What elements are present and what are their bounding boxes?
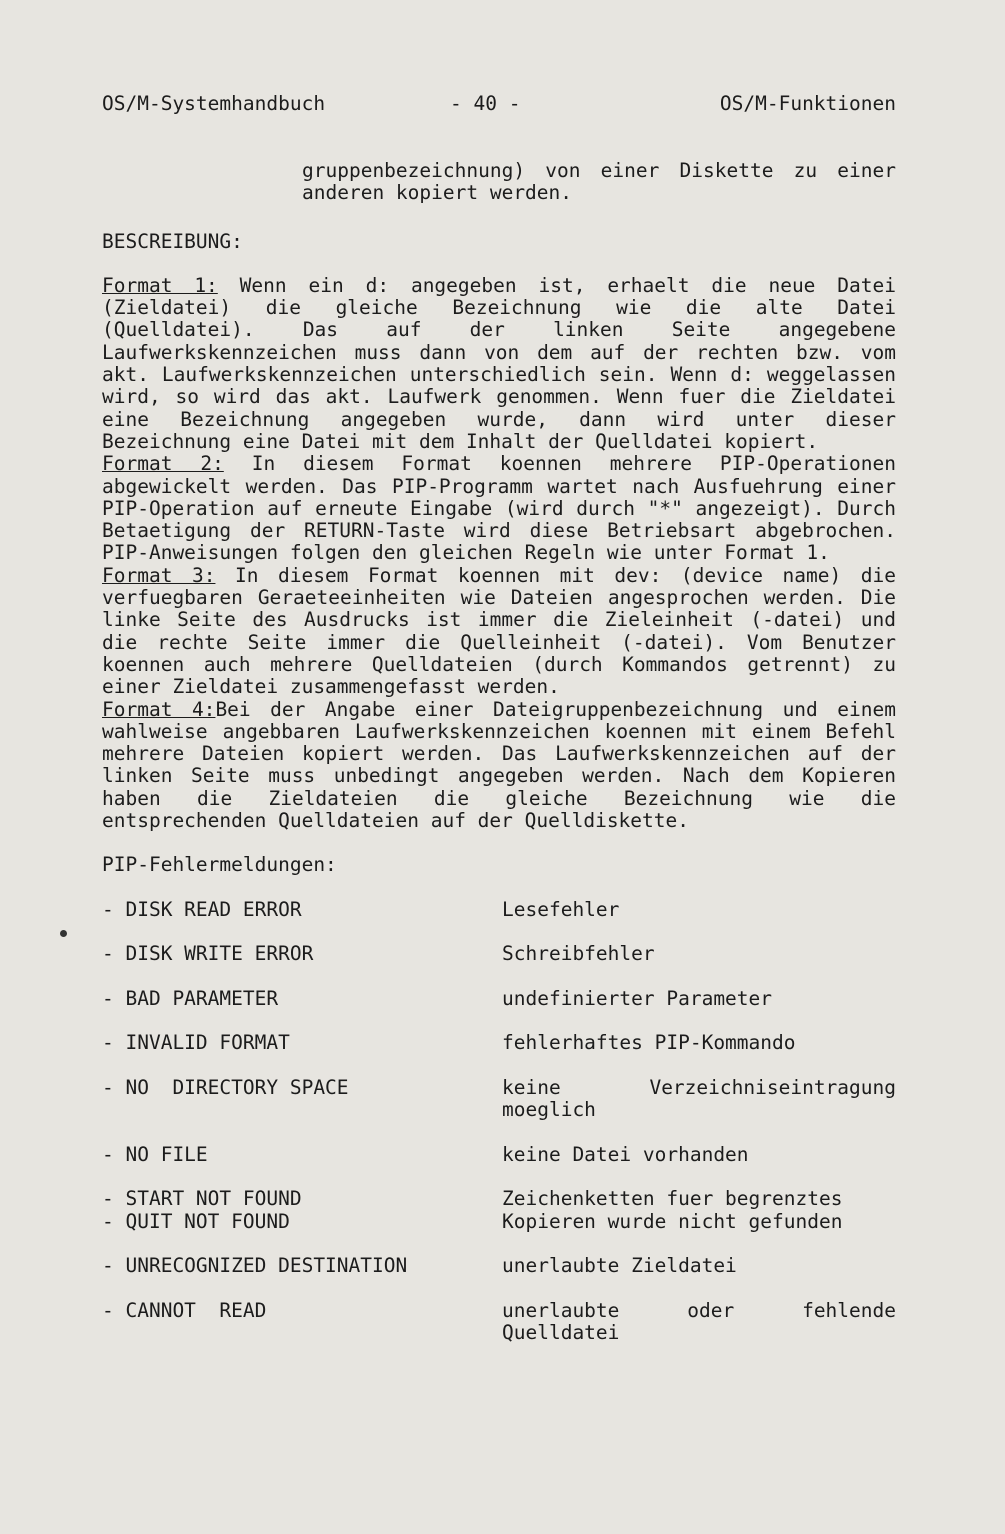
error-code: - CANNOT READ <box>102 1298 267 1322</box>
error-row <box>102 1188 896 1210</box>
error-code: - INVALID FORMAT <box>102 1031 290 1055</box>
error-row <box>102 1077 896 1122</box>
error-description: unerlaubte Zieldatei <box>502 1254 737 1278</box>
error-row <box>102 1144 896 1166</box>
page-header <box>102 92 896 118</box>
header-manual-title: OS/M-Systemhandbuch <box>102 92 326 115</box>
error-description: Kopieren wurde nicht gefunden <box>502 1209 843 1233</box>
error-code: - DISK WRITE ERROR <box>102 942 314 966</box>
error-description: Zeichenketten fuer begrenztes <box>502 1187 843 1211</box>
error-code: - BAD PARAMETER <box>102 986 279 1010</box>
error-row <box>102 1211 896 1233</box>
format-2-label: Format 2: <box>102 452 224 476</box>
errors-title: PIP-Fehlermeldungen: <box>102 853 337 877</box>
format-3-text: In diesem Format koennen mit dev: (device name) die verfuegbaren Geraeteeinheiten wie Dateien angesprochen werden. Die linke Seite des Ausdrucks ist immer die Zieleinheit (-datei) und die rechte Seite immer die Quelleinheit (-datei). Vom Benutzer koennen auch mehrere Quelldateien (durch Kommandos getrennt) zu einer Zieldatei zusammengefasst werden. <box>102 563 896 699</box>
format-2-paragraph <box>102 453 896 564</box>
error-row <box>102 1300 896 1345</box>
error-row <box>102 1032 896 1054</box>
page-body <box>102 160 896 1367</box>
error-description: fehlerhaftes PIP-Kommando <box>502 1031 796 1055</box>
error-row <box>102 899 896 921</box>
header-chapter-title: OS/M-Funktionen <box>719 92 896 115</box>
format-1-text: Wenn ein d: angegeben ist, erhaelt die neue Datei (Zieldatei) die gleiche Bezeichnung wie die alte Datei (Quelldatei). Das auf der linken Seite angegebene Laufwerkskennzeichen muss dann von dem auf der rechten bzw. vom akt. Laufwerkskennzeichen unterschiedlich sein. Wenn d: weggelassen wird, so wird das akt. Laufwerk genommen. Wenn fuer die Zieldatei eine Bezeichnung angegeben wurde, dann wird unter dieser Bezeichnung eine Datei mit dem Inhalt der Quelldatei kopiert. <box>102 273 896 453</box>
format-3-paragraph <box>102 565 896 699</box>
error-code: - UNRECOGNIZED DESTINATION <box>102 1254 408 1278</box>
error-code: - QUIT NOT FOUND <box>102 1209 290 1233</box>
error-description: Lesefehler <box>502 897 620 921</box>
format-4-text: Bei der Angabe einer Dateigruppenbezeichnung und einem wahlweise angebbaren Laufwerkskennzeichen koennen mit einem Befehl mehrere Dateien kopiert werden. Das Laufwerkskennzeichen auf der linken Seite muss unbedingt angegeben werden. Nach dem Kopieren haben die Zieldateien die gleiche Bezeichnung wie die entsprechenden Quelldateien auf der Quelldiskette. <box>102 697 896 833</box>
error-row <box>102 943 896 965</box>
error-code: - START NOT FOUND <box>102 1187 302 1211</box>
intro-paragraph: gruppenbezeichnung) von einer Diskette zu einer anderen kopiert werden. <box>302 159 896 205</box>
error-description: Schreibfehler <box>502 942 655 966</box>
format-3-label: Format 3: <box>102 563 216 587</box>
error-row <box>102 1255 896 1277</box>
format-2-text: In diesem Format koennen mehrere PIP-Operationen abgewickelt werden. Das PIP-Programm wartet nach Ausfuehrung einer PIP-Operation auf erneute Eingabe (wird durch "*" angezeigt). Durch Betaetigung der RETURN-Taste wird diese Betriebsart abgebrochen. PIP-Anweisungen folgen den gleichen Regeln wie unter Format 1. <box>102 452 896 565</box>
format-1-paragraph <box>102 275 896 453</box>
header-page-number: - 40 - <box>450 92 521 115</box>
error-description: keine Verzeichniseintragung moeglich <box>502 1075 896 1122</box>
error-description: unerlaubte oder fehlende Quelldatei <box>502 1298 896 1345</box>
format-1-label: Format 1: <box>102 273 218 297</box>
punch-mark-icon <box>60 930 67 937</box>
error-code: - NO FILE <box>102 1142 208 1166</box>
format-4-paragraph <box>102 699 896 833</box>
error-row <box>102 988 896 1010</box>
error-code: - DISK READ ERROR <box>102 897 302 921</box>
format-4-label: Format 4: <box>102 697 216 721</box>
error-list <box>102 899 896 1345</box>
error-description: undefinierter Parameter <box>502 986 773 1010</box>
error-code: - NO DIRECTORY SPACE <box>102 1075 349 1099</box>
section-title: BESCREIBUNG: <box>102 229 243 253</box>
error-description: keine Datei vorhanden <box>502 1142 749 1166</box>
